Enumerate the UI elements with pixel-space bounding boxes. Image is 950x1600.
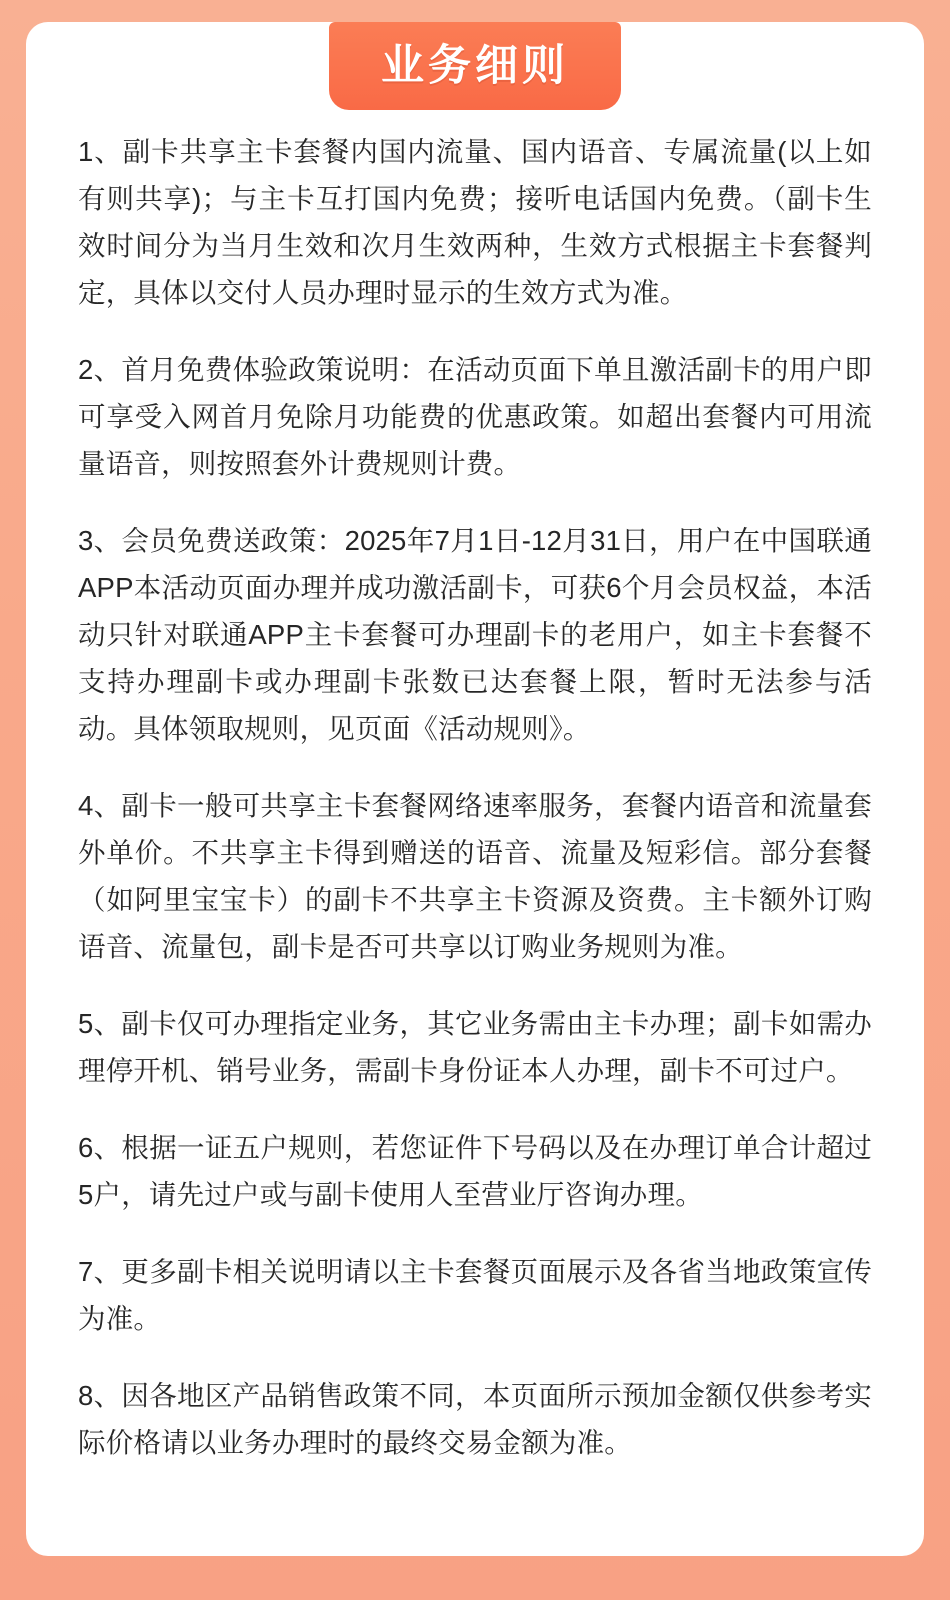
terms-paragraph: 2、首月免费体验政策说明：在活动页面下单且激活副卡的用户即可享受入网首月免除月功能费的优惠政策。如超出套餐内可用流量语音，则按照套外计费规则计费。 xyxy=(78,354,872,479)
terms-content xyxy=(26,110,924,1466)
terms-paragraph: 5、副卡仅可办理指定业务，其它业务需由主卡办理；副卡如需办理停开机、销号业务，需副卡身份证本人办理，副卡不可过户。 xyxy=(78,1008,872,1086)
terms-paragraph: 6、根据一证五户规则，若您证件下号码以及在办理订单合计超过5户，请先过户或与副卡使用人至营业厅咨询办理。 xyxy=(78,1132,872,1210)
terms-paragraph: 3、会员免费送政策：2025年7月1日-12月31日，用户在中国联通APP本活动页面办理并成功激活副卡，可获6个月会员权益，本活动只针对联通APP主卡套餐可办理副卡的老用户，如主卡套餐不支持办理副卡或办理副卡张数已达套餐上限，暂时无法参与活动。具体领取规则，见页面《活动规则》。 xyxy=(78,525,872,744)
page-title: 业务细则 xyxy=(381,41,569,90)
terms-paragraph: 4、副卡一般可共享主卡套餐网络速率服务，套餐内语音和流量套外单价。不共享主卡得到赠送的语音、流量及短彩信。部分套餐（如阿里宝宝卡）的副卡不共享主卡资源及资费。主卡额外订购语音、流量包，副卡是否可共享以订购业务规则为准。 xyxy=(78,790,872,962)
terms-paragraph: 7、更多副卡相关说明请以主卡套餐页面展示及各省当地政策宣传为准。 xyxy=(78,1256,872,1334)
page-title-badge xyxy=(329,22,621,110)
details-card xyxy=(26,22,924,1556)
terms-paragraph: 8、因各地区产品销售政策不同，本页面所示预加金额仅供参考实际价格请以业务办理时的最终交易金额为准。 xyxy=(78,1380,872,1458)
terms-paragraph: 1、副卡共享主卡套餐内国内流量、国内语音、专属流量(以上如有则共享)；与主卡互打国内免费；接听电话国内免费。（副卡生效时间分为当月生效和次月生效两种，生效方式根据主卡套餐判定，具体以交付人员办理时显示的生效方式为准。 xyxy=(78,136,872,308)
